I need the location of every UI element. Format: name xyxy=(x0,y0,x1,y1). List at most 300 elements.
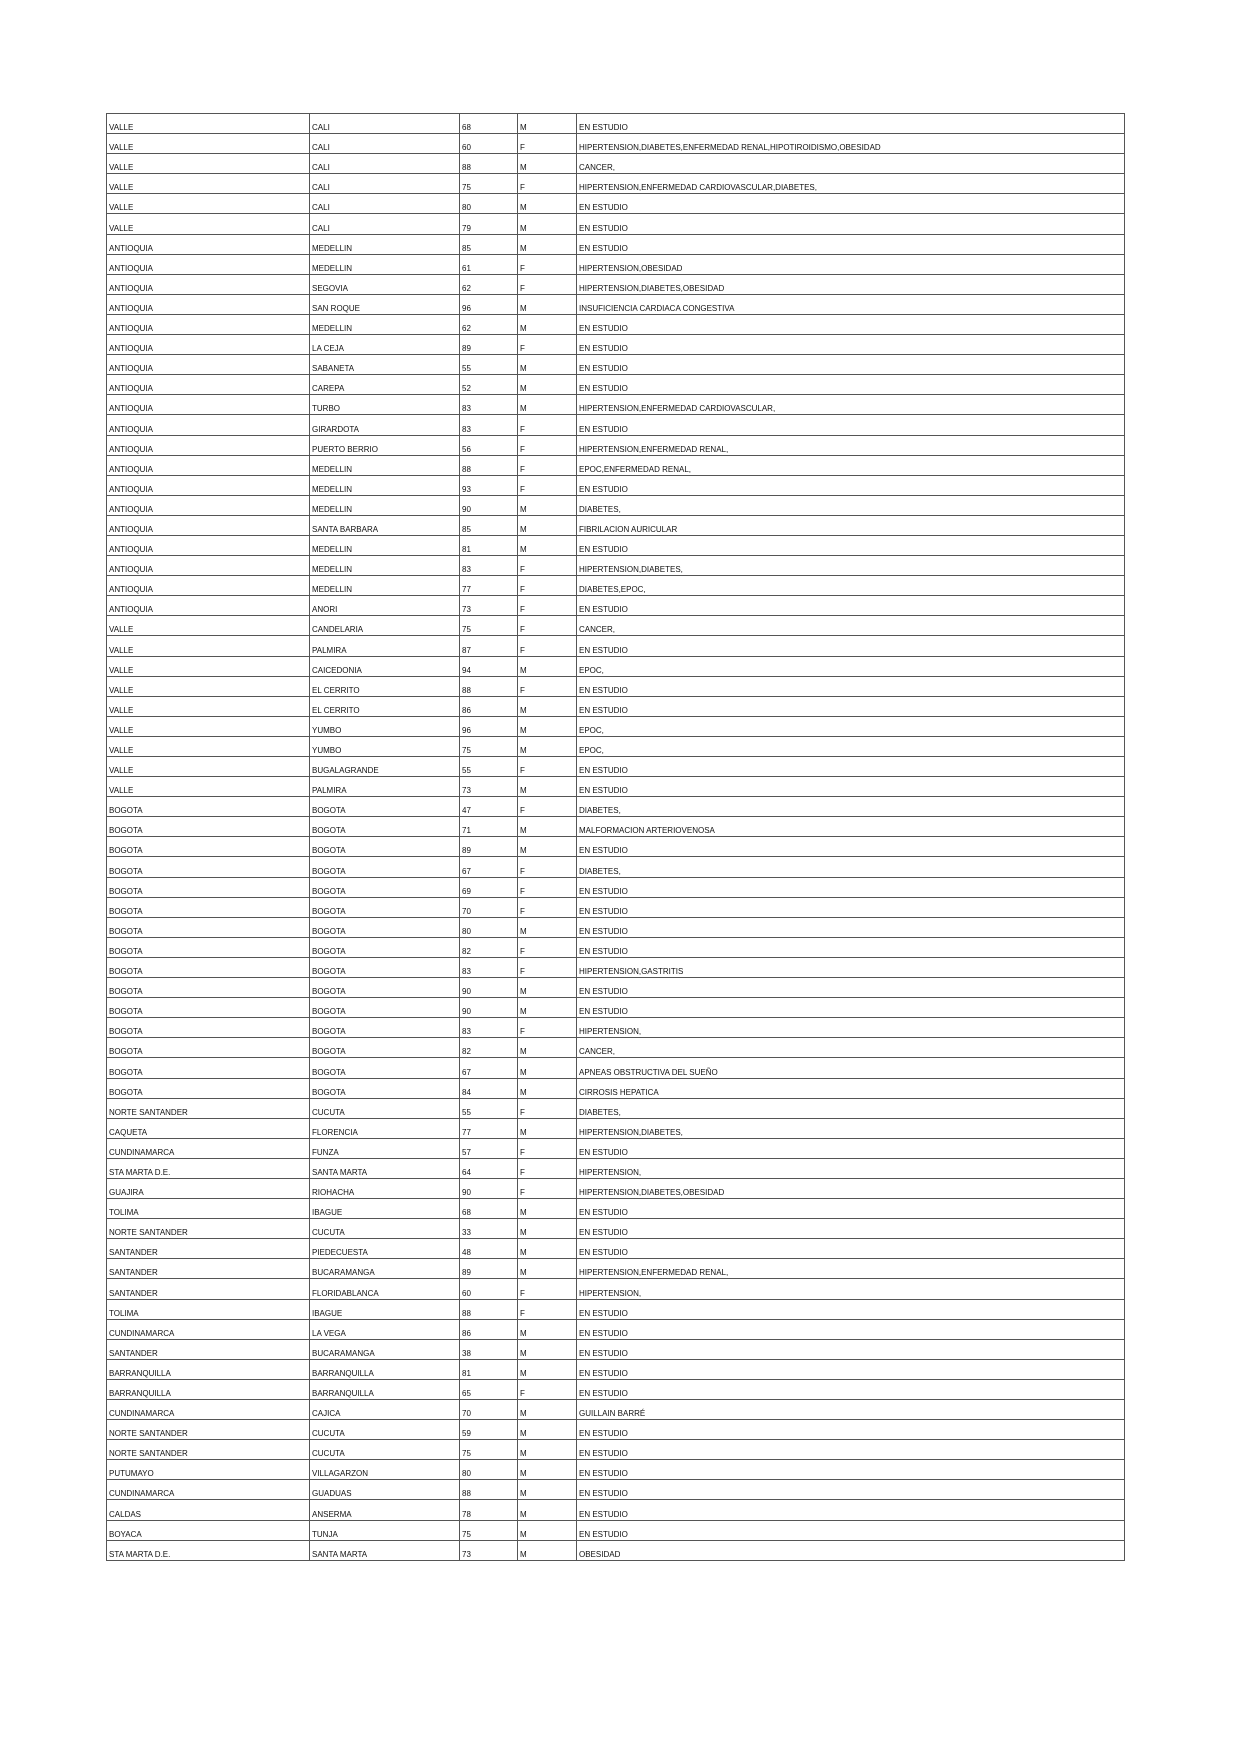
departamento-cell: CUNDINAMARCA xyxy=(107,1400,310,1420)
departamento-cell: VALLE xyxy=(107,134,310,154)
comorbilidades-cell: CIRROSIS HEPATICA xyxy=(577,1078,1125,1098)
sexo-cell: F xyxy=(518,957,577,977)
departamento-cell: ANTIOQUIA xyxy=(107,535,310,555)
departamento-cell: ANTIOQUIA xyxy=(107,375,310,395)
municipio-cell: SABANETA xyxy=(310,355,460,375)
municipio-cell: BOGOTA xyxy=(310,817,460,837)
edad-cell: 47 xyxy=(460,797,518,817)
table-row xyxy=(107,1379,1125,1399)
edad-cell: 57 xyxy=(460,1138,518,1158)
comorbilidades-cell: HIPERTENSION,DIABETES, xyxy=(577,556,1125,576)
departamento-cell: VALLE xyxy=(107,194,310,214)
comorbilidades-cell: EN ESTUDIO xyxy=(577,1460,1125,1480)
comorbilidades-cell: EN ESTUDIO xyxy=(577,1219,1125,1239)
municipio-cell: BOGOTA xyxy=(310,1078,460,1098)
departamento-cell: BOGOTA xyxy=(107,957,310,977)
comorbilidades-cell: DIABETES,EPOC, xyxy=(577,576,1125,596)
edad-cell: 86 xyxy=(460,1319,518,1339)
edad-cell: 83 xyxy=(460,556,518,576)
edad-cell: 67 xyxy=(460,857,518,877)
comorbilidades-cell: HIPERTENSION,GASTRITIS xyxy=(577,957,1125,977)
municipio-cell: CAICEDONIA xyxy=(310,656,460,676)
table-row xyxy=(107,254,1125,274)
sexo-cell: M xyxy=(518,1118,577,1138)
departamento-cell: ANTIOQUIA xyxy=(107,314,310,334)
sexo-cell: M xyxy=(518,777,577,797)
table-row xyxy=(107,777,1125,797)
comorbilidades-cell: EN ESTUDIO xyxy=(577,314,1125,334)
municipio-cell: LA CEJA xyxy=(310,335,460,355)
table-row xyxy=(107,857,1125,877)
comorbilidades-cell: EN ESTUDIO xyxy=(577,877,1125,897)
departamento-cell: BOGOTA xyxy=(107,817,310,837)
municipio-cell: CALI xyxy=(310,194,460,214)
municipio-cell: CAJICA xyxy=(310,1400,460,1420)
comorbilidades-cell: HIPERTENSION,ENFERMEDAD RENAL, xyxy=(577,1259,1125,1279)
departamento-cell: VALLE xyxy=(107,114,310,134)
table-row xyxy=(107,576,1125,596)
table-row xyxy=(107,535,1125,555)
table-row xyxy=(107,194,1125,214)
comorbilidades-cell: HIPERTENSION,ENFERMEDAD CARDIOVASCULAR, xyxy=(577,395,1125,415)
table-row xyxy=(107,1359,1125,1379)
comorbilidades-cell: EN ESTUDIO xyxy=(577,214,1125,234)
sexo-cell: F xyxy=(518,254,577,274)
comorbilidades-cell: CANCER, xyxy=(577,616,1125,636)
table-row xyxy=(107,596,1125,616)
edad-cell: 55 xyxy=(460,757,518,777)
municipio-cell: FUNZA xyxy=(310,1138,460,1158)
table-row xyxy=(107,1219,1125,1239)
table-row xyxy=(107,1158,1125,1178)
comorbilidades-cell: HIPERTENSION,ENFERMEDAD RENAL, xyxy=(577,435,1125,455)
departamento-cell: ANTIOQUIA xyxy=(107,576,310,596)
comorbilidades-cell: FIBRILACION AURICULAR xyxy=(577,515,1125,535)
municipio-cell: FLORENCIA xyxy=(310,1118,460,1138)
table-row xyxy=(107,395,1125,415)
table-row xyxy=(107,1078,1125,1098)
municipio-cell: CALI xyxy=(310,134,460,154)
table-row xyxy=(107,837,1125,857)
departamento-cell: SANTANDER xyxy=(107,1239,310,1259)
sexo-cell: F xyxy=(518,274,577,294)
departamento-cell: ANTIOQUIA xyxy=(107,274,310,294)
sexo-cell: M xyxy=(518,355,577,375)
edad-cell: 81 xyxy=(460,535,518,555)
comorbilidades-cell: HIPERTENSION,DIABETES,ENFERMEDAD RENAL,HIPOTIROIDISMO,OBESIDAD xyxy=(577,134,1125,154)
table-row xyxy=(107,1540,1125,1560)
edad-cell: 89 xyxy=(460,837,518,857)
edad-cell: 69 xyxy=(460,877,518,897)
municipio-cell: CAREPA xyxy=(310,375,460,395)
departamento-cell: VALLE xyxy=(107,656,310,676)
departamento-cell: ANTIOQUIA xyxy=(107,556,310,576)
municipio-cell: CUCUTA xyxy=(310,1440,460,1460)
departamento-cell: BOGOTA xyxy=(107,897,310,917)
departamento-cell: ANTIOQUIA xyxy=(107,515,310,535)
edad-cell: 77 xyxy=(460,576,518,596)
departamento-cell: VALLE xyxy=(107,174,310,194)
edad-cell: 75 xyxy=(460,616,518,636)
table-row xyxy=(107,1038,1125,1058)
sexo-cell: F xyxy=(518,676,577,696)
edad-cell: 61 xyxy=(460,254,518,274)
comorbilidades-cell: HIPERTENSION,DIABETES,OBESIDAD xyxy=(577,274,1125,294)
municipio-cell: BOGOTA xyxy=(310,897,460,917)
municipio-cell: LA VEGA xyxy=(310,1319,460,1339)
municipio-cell: MEDELLIN xyxy=(310,234,460,254)
edad-cell: 83 xyxy=(460,957,518,977)
municipio-cell: BUCARAMANGA xyxy=(310,1259,460,1279)
edad-cell: 70 xyxy=(460,897,518,917)
municipio-cell: CUCUTA xyxy=(310,1219,460,1239)
comorbilidades-cell: HIPERTENSION,DIABETES, xyxy=(577,1118,1125,1138)
edad-cell: 70 xyxy=(460,1400,518,1420)
departamento-cell: CALDAS xyxy=(107,1500,310,1520)
table-row xyxy=(107,1259,1125,1279)
comorbilidades-cell: EN ESTUDIO xyxy=(577,1440,1125,1460)
sexo-cell: M xyxy=(518,696,577,716)
departamento-cell: BOGOTA xyxy=(107,837,310,857)
municipio-cell: MEDELLIN xyxy=(310,495,460,515)
departamento-cell: CUNDINAMARCA xyxy=(107,1319,310,1339)
comorbilidades-cell: EN ESTUDIO xyxy=(577,978,1125,998)
table-row xyxy=(107,1319,1125,1339)
table-row xyxy=(107,1058,1125,1078)
sexo-cell: F xyxy=(518,1178,577,1198)
departamento-cell: VALLE xyxy=(107,716,310,736)
table-row xyxy=(107,957,1125,977)
sexo-cell: F xyxy=(518,1138,577,1158)
municipio-cell: BOGOTA xyxy=(310,998,460,1018)
sexo-cell: M xyxy=(518,375,577,395)
table-row xyxy=(107,1420,1125,1440)
table-row xyxy=(107,154,1125,174)
municipio-cell: CUCUTA xyxy=(310,1420,460,1440)
table-row xyxy=(107,656,1125,676)
sexo-cell: M xyxy=(518,214,577,234)
municipio-cell: MEDELLIN xyxy=(310,254,460,274)
sexo-cell: M xyxy=(518,1219,577,1239)
sexo-cell: F xyxy=(518,174,577,194)
edad-cell: 80 xyxy=(460,1460,518,1480)
departamento-cell: BARRANQUILLA xyxy=(107,1359,310,1379)
table-row xyxy=(107,998,1125,1018)
sexo-cell: F xyxy=(518,475,577,495)
departamento-cell: BOGOTA xyxy=(107,1018,310,1038)
municipio-cell: SAN ROQUE xyxy=(310,294,460,314)
comorbilidades-cell: EN ESTUDIO xyxy=(577,194,1125,214)
municipio-cell: GUADUAS xyxy=(310,1480,460,1500)
sexo-cell: M xyxy=(518,535,577,555)
edad-cell: 90 xyxy=(460,1178,518,1198)
sexo-cell: M xyxy=(518,1239,577,1259)
data-table xyxy=(106,113,1125,1561)
table-row xyxy=(107,114,1125,134)
sexo-cell: F xyxy=(518,1299,577,1319)
edad-cell: 55 xyxy=(460,1098,518,1118)
edad-cell: 62 xyxy=(460,274,518,294)
departamento-cell: ANTIOQUIA xyxy=(107,435,310,455)
edad-cell: 90 xyxy=(460,495,518,515)
edad-cell: 96 xyxy=(460,294,518,314)
sexo-cell: F xyxy=(518,455,577,475)
departamento-cell: ANTIOQUIA xyxy=(107,234,310,254)
comorbilidades-cell: EPOC, xyxy=(577,716,1125,736)
sexo-cell: F xyxy=(518,616,577,636)
table-row xyxy=(107,1500,1125,1520)
comorbilidades-cell: EN ESTUDIO xyxy=(577,676,1125,696)
sexo-cell: M xyxy=(518,114,577,134)
edad-cell: 88 xyxy=(460,154,518,174)
comorbilidades-cell: EN ESTUDIO xyxy=(577,1339,1125,1359)
departamento-cell: VALLE xyxy=(107,616,310,636)
table-row xyxy=(107,1400,1125,1420)
edad-cell: 80 xyxy=(460,917,518,937)
edad-cell: 83 xyxy=(460,415,518,435)
departamento-cell: BARRANQUILLA xyxy=(107,1379,310,1399)
comorbilidades-cell: EN ESTUDIO xyxy=(577,1299,1125,1319)
departamento-cell: NORTE SANTANDER xyxy=(107,1098,310,1118)
table-row xyxy=(107,314,1125,334)
departamento-cell: ANTIOQUIA xyxy=(107,294,310,314)
municipio-cell: VILLAGARZON xyxy=(310,1460,460,1480)
comorbilidades-cell: EN ESTUDIO xyxy=(577,837,1125,857)
edad-cell: 87 xyxy=(460,636,518,656)
municipio-cell: BOGOTA xyxy=(310,937,460,957)
edad-cell: 84 xyxy=(460,1078,518,1098)
edad-cell: 73 xyxy=(460,596,518,616)
sexo-cell: F xyxy=(518,415,577,435)
edad-cell: 96 xyxy=(460,716,518,736)
departamento-cell: STA MARTA D.E. xyxy=(107,1540,310,1560)
comorbilidades-cell: EN ESTUDIO xyxy=(577,696,1125,716)
comorbilidades-cell: HIPERTENSION,ENFERMEDAD CARDIOVASCULAR,DIABETES, xyxy=(577,174,1125,194)
comorbilidades-cell: EN ESTUDIO xyxy=(577,1420,1125,1440)
departamento-cell: STA MARTA D.E. xyxy=(107,1158,310,1178)
edad-cell: 52 xyxy=(460,375,518,395)
edad-cell: 82 xyxy=(460,937,518,957)
municipio-cell: MEDELLIN xyxy=(310,556,460,576)
departamento-cell: VALLE xyxy=(107,636,310,656)
edad-cell: 93 xyxy=(460,475,518,495)
departamento-cell: SANTANDER xyxy=(107,1279,310,1299)
table-row xyxy=(107,1098,1125,1118)
sexo-cell: M xyxy=(518,1420,577,1440)
edad-cell: 65 xyxy=(460,1379,518,1399)
municipio-cell: TURBO xyxy=(310,395,460,415)
edad-cell: 81 xyxy=(460,1359,518,1379)
comorbilidades-cell: EN ESTUDIO xyxy=(577,114,1125,134)
comorbilidades-cell: EN ESTUDIO xyxy=(577,777,1125,797)
edad-cell: 90 xyxy=(460,998,518,1018)
sexo-cell: F xyxy=(518,897,577,917)
departamento-cell: PUTUMAYO xyxy=(107,1460,310,1480)
sexo-cell: M xyxy=(518,978,577,998)
departamento-cell: VALLE xyxy=(107,676,310,696)
table-row xyxy=(107,1339,1125,1359)
municipio-cell: FLORIDABLANCA xyxy=(310,1279,460,1299)
sexo-cell: M xyxy=(518,1319,577,1339)
municipio-cell: EL CERRITO xyxy=(310,696,460,716)
departamento-cell: GUAJIRA xyxy=(107,1178,310,1198)
comorbilidades-cell: INSUFICIENCIA CARDIACA CONGESTIVA xyxy=(577,294,1125,314)
municipio-cell: SANTA MARTA xyxy=(310,1158,460,1178)
comorbilidades-cell: DIABETES, xyxy=(577,495,1125,515)
departamento-cell: VALLE xyxy=(107,777,310,797)
municipio-cell: YUMBO xyxy=(310,716,460,736)
comorbilidades-cell: EN ESTUDIO xyxy=(577,596,1125,616)
departamento-cell: ANTIOQUIA xyxy=(107,495,310,515)
departamento-cell: SANTANDER xyxy=(107,1259,310,1279)
municipio-cell: CUCUTA xyxy=(310,1098,460,1118)
table-row xyxy=(107,1239,1125,1259)
sexo-cell: F xyxy=(518,877,577,897)
edad-cell: 38 xyxy=(460,1339,518,1359)
edad-cell: 56 xyxy=(460,435,518,455)
edad-cell: 77 xyxy=(460,1118,518,1138)
municipio-cell: BOGOTA xyxy=(310,917,460,937)
municipio-cell: BOGOTA xyxy=(310,978,460,998)
table-row xyxy=(107,897,1125,917)
sexo-cell: M xyxy=(518,1359,577,1379)
municipio-cell: BOGOTA xyxy=(310,837,460,857)
municipio-cell: IBAGUE xyxy=(310,1199,460,1219)
edad-cell: 73 xyxy=(460,777,518,797)
municipio-cell: BOGOTA xyxy=(310,877,460,897)
sexo-cell: F xyxy=(518,576,577,596)
comorbilidades-cell: HIPERTENSION,DIABETES,OBESIDAD xyxy=(577,1178,1125,1198)
sexo-cell: M xyxy=(518,395,577,415)
comorbilidades-cell: HIPERTENSION, xyxy=(577,1279,1125,1299)
edad-cell: 88 xyxy=(460,1480,518,1500)
table-row xyxy=(107,495,1125,515)
departamento-cell: ANTIOQUIA xyxy=(107,395,310,415)
departamento-cell: VALLE xyxy=(107,696,310,716)
municipio-cell: BOGOTA xyxy=(310,857,460,877)
sexo-cell: M xyxy=(518,817,577,837)
table-row xyxy=(107,415,1125,435)
edad-cell: 48 xyxy=(460,1239,518,1259)
sexo-cell: F xyxy=(518,1158,577,1178)
table-row xyxy=(107,1199,1125,1219)
edad-cell: 59 xyxy=(460,1420,518,1440)
edad-cell: 82 xyxy=(460,1038,518,1058)
departamento-cell: ANTIOQUIA xyxy=(107,475,310,495)
comorbilidades-cell: EN ESTUDIO xyxy=(577,415,1125,435)
departamento-cell: TOLIMA xyxy=(107,1199,310,1219)
sexo-cell: M xyxy=(518,515,577,535)
sexo-cell: M xyxy=(518,1199,577,1219)
comorbilidades-cell: EPOC, xyxy=(577,736,1125,756)
comorbilidades-cell: EN ESTUDIO xyxy=(577,1319,1125,1339)
sexo-cell: M xyxy=(518,294,577,314)
sexo-cell: M xyxy=(518,495,577,515)
sexo-cell: F xyxy=(518,556,577,576)
table-row xyxy=(107,1178,1125,1198)
municipio-cell: TUNJA xyxy=(310,1520,460,1540)
departamento-cell: BOYACA xyxy=(107,1520,310,1540)
comorbilidades-cell: GUILLAIN BARRÉ xyxy=(577,1400,1125,1420)
departamento-cell: BOGOTA xyxy=(107,877,310,897)
municipio-cell: CALI xyxy=(310,174,460,194)
comorbilidades-cell: EN ESTUDIO xyxy=(577,1359,1125,1379)
table-row xyxy=(107,375,1125,395)
edad-cell: 71 xyxy=(460,817,518,837)
sexo-cell: F xyxy=(518,857,577,877)
table-row xyxy=(107,736,1125,756)
departamento-cell: ANTIOQUIA xyxy=(107,415,310,435)
edad-cell: 68 xyxy=(460,1199,518,1219)
table-row xyxy=(107,515,1125,535)
comorbilidades-cell: EN ESTUDIO xyxy=(577,757,1125,777)
comorbilidades-cell: EN ESTUDIO xyxy=(577,1138,1125,1158)
municipio-cell: MEDELLIN xyxy=(310,535,460,555)
table-row xyxy=(107,1018,1125,1038)
edad-cell: 55 xyxy=(460,355,518,375)
sexo-cell: F xyxy=(518,596,577,616)
table-row xyxy=(107,134,1125,154)
table-row xyxy=(107,1118,1125,1138)
comorbilidades-cell: EN ESTUDIO xyxy=(577,917,1125,937)
comorbilidades-cell: EN ESTUDIO xyxy=(577,937,1125,957)
sexo-cell: M xyxy=(518,234,577,254)
municipio-cell: BOGOTA xyxy=(310,957,460,977)
sexo-cell: M xyxy=(518,1480,577,1500)
sexo-cell: M xyxy=(518,998,577,1018)
municipio-cell: PUERTO BERRIO xyxy=(310,435,460,455)
municipio-cell: CANDELARIA xyxy=(310,616,460,636)
sexo-cell: F xyxy=(518,1279,577,1299)
table-row xyxy=(107,274,1125,294)
edad-cell: 75 xyxy=(460,174,518,194)
edad-cell: 83 xyxy=(460,1018,518,1038)
departamento-cell: VALLE xyxy=(107,154,310,174)
departamento-cell: VALLE xyxy=(107,757,310,777)
sexo-cell: M xyxy=(518,194,577,214)
municipio-cell: SANTA BARBARA xyxy=(310,515,460,535)
municipio-cell: BARRANQUILLA xyxy=(310,1359,460,1379)
table-row xyxy=(107,335,1125,355)
sexo-cell: F xyxy=(518,335,577,355)
municipio-cell: MEDELLIN xyxy=(310,475,460,495)
sexo-cell: M xyxy=(518,1400,577,1420)
table-row xyxy=(107,716,1125,736)
sexo-cell: F xyxy=(518,1098,577,1118)
municipio-cell: BOGOTA xyxy=(310,797,460,817)
comorbilidades-cell: EN ESTUDIO xyxy=(577,636,1125,656)
comorbilidades-cell: EPOC, xyxy=(577,656,1125,676)
comorbilidades-cell: EPOC,ENFERMEDAD RENAL, xyxy=(577,455,1125,475)
edad-cell: 85 xyxy=(460,234,518,254)
sexo-cell: M xyxy=(518,314,577,334)
municipio-cell: ANSERMA xyxy=(310,1500,460,1520)
table-row xyxy=(107,234,1125,254)
departamento-cell: BOGOTA xyxy=(107,1078,310,1098)
edad-cell: 89 xyxy=(460,1259,518,1279)
sexo-cell: F xyxy=(518,1018,577,1038)
sexo-cell: M xyxy=(518,1460,577,1480)
edad-cell: 88 xyxy=(460,676,518,696)
sexo-cell: F xyxy=(518,134,577,154)
table-row xyxy=(107,1480,1125,1500)
comorbilidades-cell: EN ESTUDIO xyxy=(577,1379,1125,1399)
comorbilidades-cell: DIABETES, xyxy=(577,797,1125,817)
table-row xyxy=(107,636,1125,656)
municipio-cell: BUCARAMANGA xyxy=(310,1339,460,1359)
sexo-cell: M xyxy=(518,656,577,676)
municipio-cell: MEDELLIN xyxy=(310,314,460,334)
